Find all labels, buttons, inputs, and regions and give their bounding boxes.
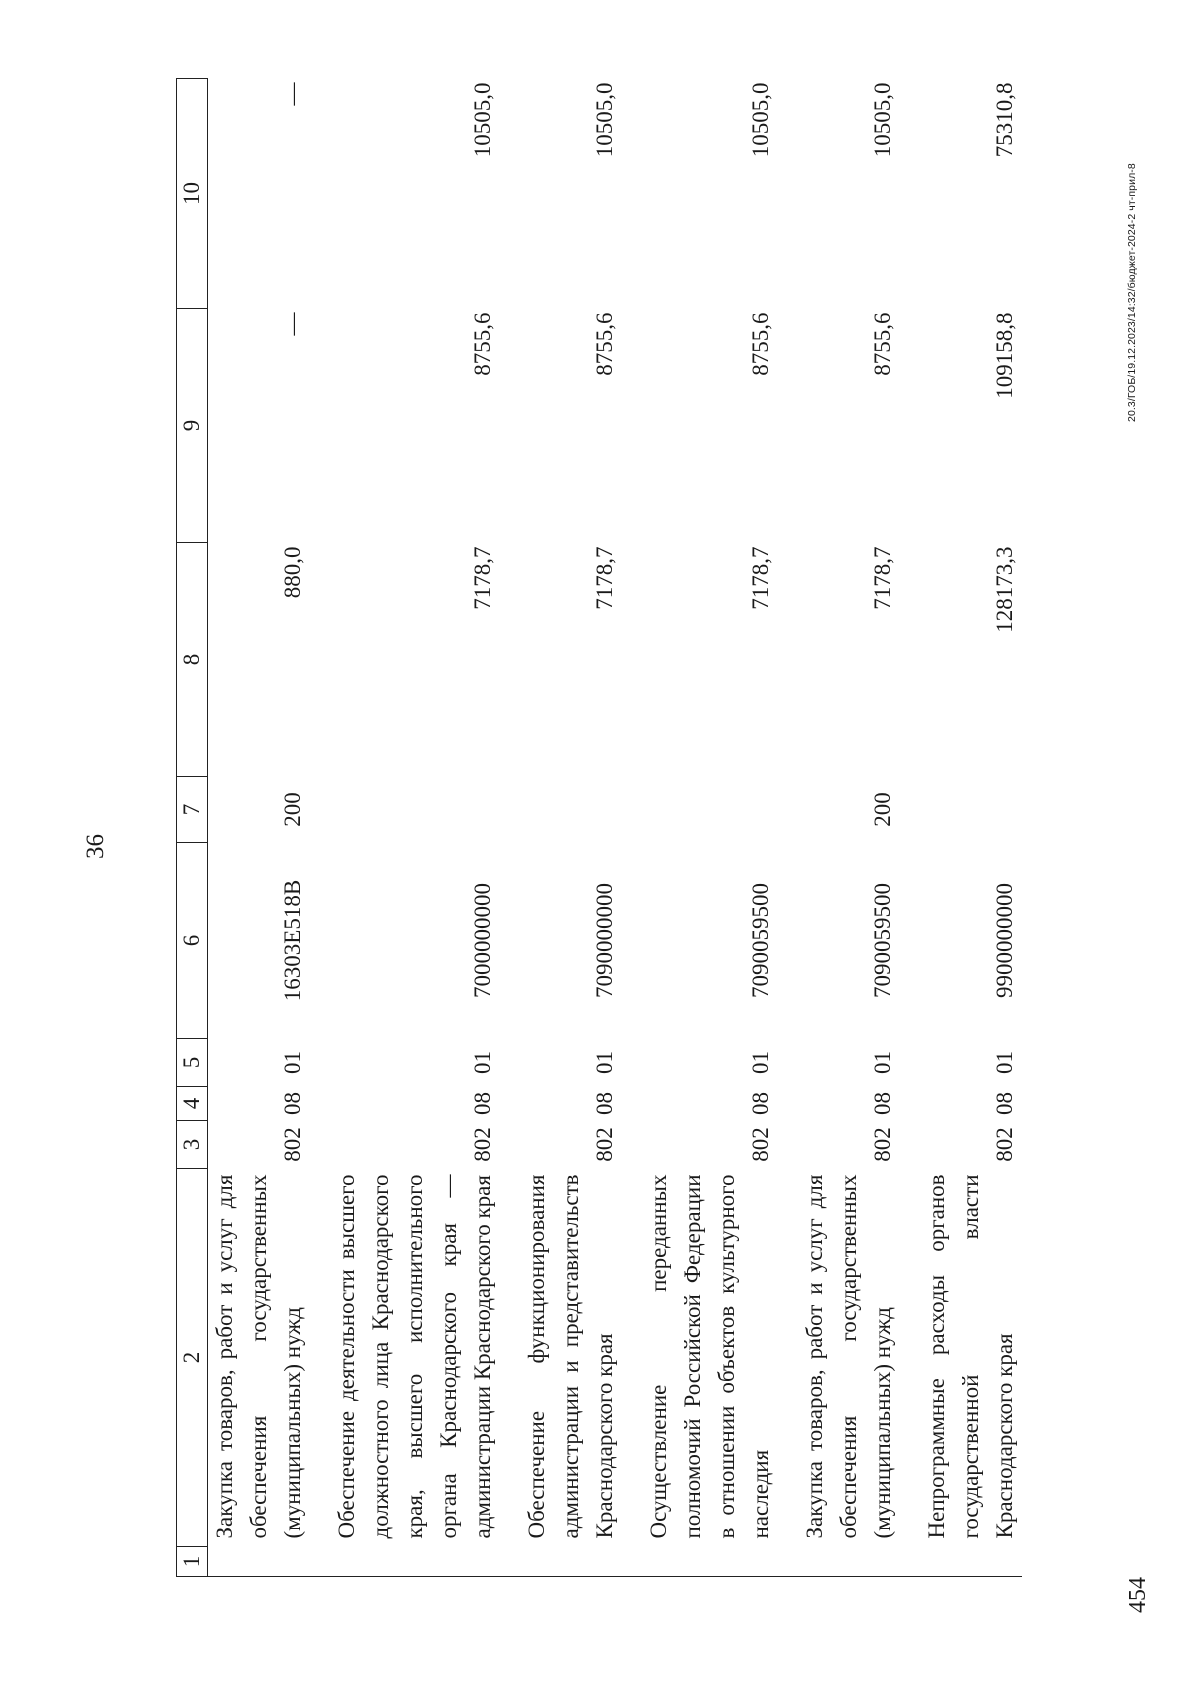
- code-cell: 08: [748, 1092, 773, 1115]
- code-cell: 01: [280, 1051, 305, 1074]
- code-cell: 01: [748, 1051, 773, 1074]
- column-header: 4: [177, 1087, 208, 1121]
- code-cell: 802: [280, 1127, 305, 1162]
- code-cell: 08: [280, 1092, 305, 1115]
- column-header: 6: [177, 843, 208, 1039]
- amount-cell: 7178,7: [470, 546, 495, 610]
- target-article-cell: 9900000000: [992, 883, 1017, 998]
- column-header: 5: [177, 1039, 208, 1087]
- code-cell: 802: [470, 1127, 495, 1162]
- code-cell: 01: [470, 1051, 495, 1074]
- bottom-page-number: 454: [1125, 1577, 1151, 1613]
- expense-type-cell: [310, 777, 500, 843]
- amount-cell: —: [280, 82, 305, 106]
- row-number-cell: [310, 1547, 500, 1577]
- expense-type-cell: 200: [280, 792, 305, 827]
- column-header: 9: [177, 309, 208, 543]
- row-number-cell: [208, 1547, 311, 1577]
- expense-type-cell: [622, 777, 778, 843]
- table-row: [500, 79, 622, 1577]
- target-article-cell: 16303E518B: [280, 879, 305, 1002]
- target-article-cell: 7090059500: [870, 883, 895, 998]
- table-row: [622, 79, 778, 1577]
- footer-document-code: 20.3/ГОБ/19.12.2023/14:32/бюджет-2024-2 чт-прил-8: [1126, 163, 1138, 422]
- amount-cell: 109158,8: [992, 312, 1017, 399]
- code-cell: 01: [992, 1051, 1017, 1074]
- row-description: Закупка товаров, работ и услуг для обеспечения государственных (муниципальных) нужд: [212, 1174, 305, 1539]
- code-cell: 08: [870, 1092, 895, 1115]
- target-article-cell: 7090000000: [592, 883, 617, 998]
- code-cell: 802: [870, 1127, 895, 1162]
- budget-table: [176, 78, 1022, 1577]
- expense-type-cell: [900, 777, 1022, 843]
- code-cell: 08: [592, 1092, 617, 1115]
- amount-cell: 8755,6: [470, 312, 495, 376]
- row-description: Непрограммные расходы органов государственной власти Краснодарского края: [924, 1174, 1017, 1539]
- amount-cell: 8755,6: [592, 312, 617, 376]
- row-number-cell: [778, 1547, 900, 1577]
- table-row: [310, 79, 500, 1577]
- row-number-cell: [622, 1547, 778, 1577]
- table-row: [778, 79, 900, 1577]
- amount-cell: 7178,7: [592, 546, 617, 610]
- column-header: 10: [177, 79, 208, 309]
- target-article-cell: 7000000000: [470, 883, 495, 998]
- row-number-cell: [900, 1547, 1022, 1577]
- row-description: Осуществление переданных полномочий Российской Федерации в отношении объектов культурного наследия: [646, 1174, 773, 1539]
- amount-cell: 7178,7: [748, 546, 773, 610]
- column-header: 7: [177, 777, 208, 843]
- row-description: Закупка товаров, работ и услуг для обеспечения государственных (муниципальных) нужд: [802, 1174, 895, 1539]
- amount-cell: —: [280, 312, 305, 336]
- expense-type-cell: 200: [870, 792, 895, 827]
- row-description: Обеспечение функционирования администрации и представительств Краснодарского края: [524, 1174, 617, 1539]
- amount-cell: 8755,6: [870, 312, 895, 376]
- column-header: 3: [177, 1121, 208, 1169]
- amount-cell: 7178,7: [870, 546, 895, 610]
- amount-cell: 8755,6: [748, 312, 773, 376]
- code-cell: 01: [870, 1051, 895, 1074]
- amount-cell: 75310,8: [992, 82, 1017, 158]
- target-article-cell: 7090059500: [748, 883, 773, 998]
- code-cell: 01: [592, 1051, 617, 1074]
- row-number-cell: [500, 1547, 622, 1577]
- code-cell: 802: [748, 1127, 773, 1162]
- amount-cell: 10505,0: [748, 82, 773, 158]
- amount-cell: 128173,3: [992, 546, 1017, 633]
- column-header: 8: [177, 543, 208, 777]
- amount-cell: 10505,0: [870, 82, 895, 158]
- page-number: 36: [82, 834, 109, 859]
- amount-cell: 10505,0: [592, 82, 617, 158]
- table-row: [900, 79, 1022, 1577]
- code-cell: 08: [470, 1092, 495, 1115]
- amount-cell: 880,0: [280, 546, 305, 599]
- amount-cell: 10505,0: [470, 82, 495, 158]
- code-cell: 802: [992, 1127, 1017, 1162]
- code-cell: 08: [992, 1092, 1017, 1115]
- code-cell: 802: [592, 1127, 617, 1162]
- row-description: Обеспечение деятельности высшего должностного лица Краснодарского края, высшего исполнительного органа Краснодарского края — администрации Краснодарского края: [334, 1174, 495, 1539]
- table-header-row: [177, 79, 208, 1577]
- expense-type-cell: [500, 777, 622, 843]
- column-header: 2: [177, 1169, 208, 1547]
- table-row: [208, 79, 311, 1577]
- column-header: 1: [177, 1547, 208, 1577]
